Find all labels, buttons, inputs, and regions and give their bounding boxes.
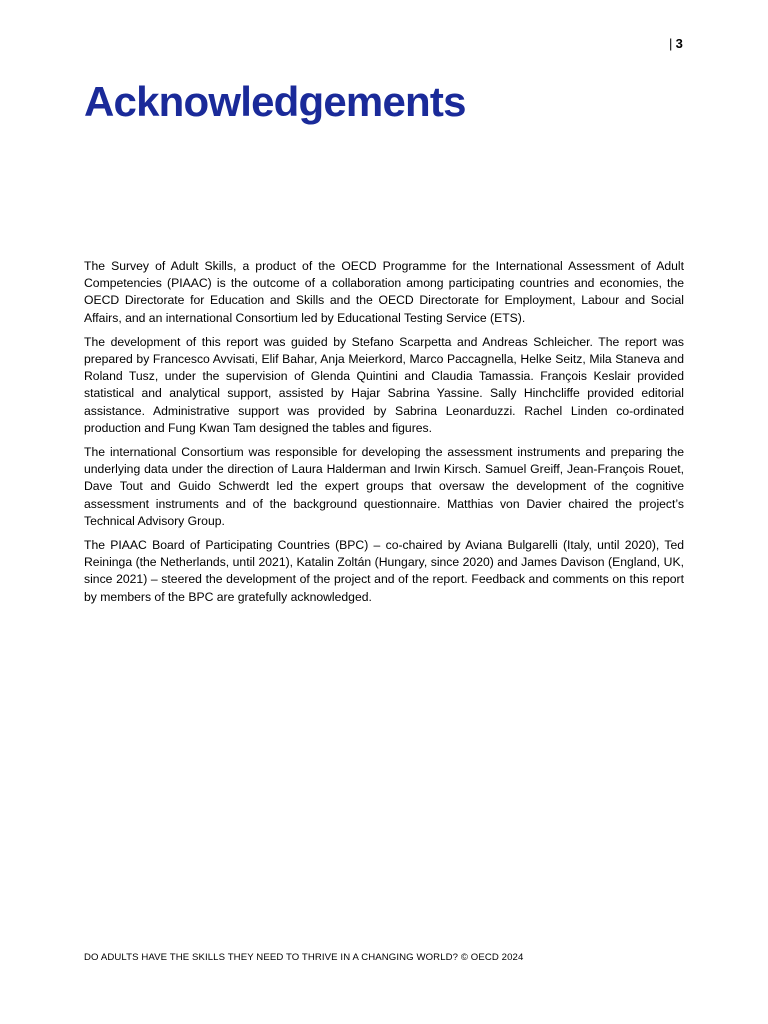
page-footer: DO ADULTS HAVE THE SKILLS THEY NEED TO THRIVE IN A CHANGING WORLD? © OECD 2024 xyxy=(84,952,524,963)
paragraph-consortium: The international Consortium was responsible for developing the assessment instruments and preparing the underlying data under the direction of Laura Halderman and Irwin Kirsch. Samuel Greiff, Jean-François Rouet, Dave Tout and Guido Schwerdt led the expert groups that oversaw the development of the cognitive assessment instruments and of the background questionnaire. Matthias von Davier chaired the project’s Technical Advisory Group. xyxy=(84,445,684,528)
body-text xyxy=(84,258,684,613)
paragraph-report-development: The development of this report was guided by Stefano Scarpetta and Andreas Schleicher. The report was prepared by Francesco Avvisati, Elif Bahar, Anja Meierkord, Marco Paccagnella, Helke Seitz, Mila Staneva and Roland Tusz, under the supervision of Glenda Quintini and Claudia Tamassia. François Keslair provided statistical and analytical support, assisted by Hajar Sabrina Yassine. Sally Hinchcliffe provided editorial assistance. Administrative support was provided by Sabrina Leonarduzzi. Rachel Linden co-ordinated production and Fung Kwan Tam designed the tables and figures. xyxy=(84,334,684,435)
paragraph-piaac-overview: The Survey of Adult Skills, a product of the OECD Programme for the International Assessment of Adult Competencies (PIAAC) is the outcome of a collaboration among participating countries and economies, the OECD Directorate for Education and Skills and the OECD Directorate for Employment, Labour and Social Affairs, and an international Consortium led by Educational Testing Service (ETS). xyxy=(84,259,684,325)
paragraph-bpc: The PIAAC Board of Participating Countries (BPC) – co-chaired by Aviana Bulgarelli (Italy, until 2020), Ted Reininga (the Netherlands, until 2021), Katalin Zoltán (Hungary, since 2020) and James Davison (England, UK, since 2021) – steered the development of the project and of the report. Feedback and comments on this report by members of the BPC are gratefully acknowledged. xyxy=(84,538,684,604)
page-number-separator: | xyxy=(668,36,673,51)
page-number-value: 3 xyxy=(675,36,683,51)
page-number xyxy=(669,36,683,51)
page-title: Acknowledgements xyxy=(84,78,466,125)
